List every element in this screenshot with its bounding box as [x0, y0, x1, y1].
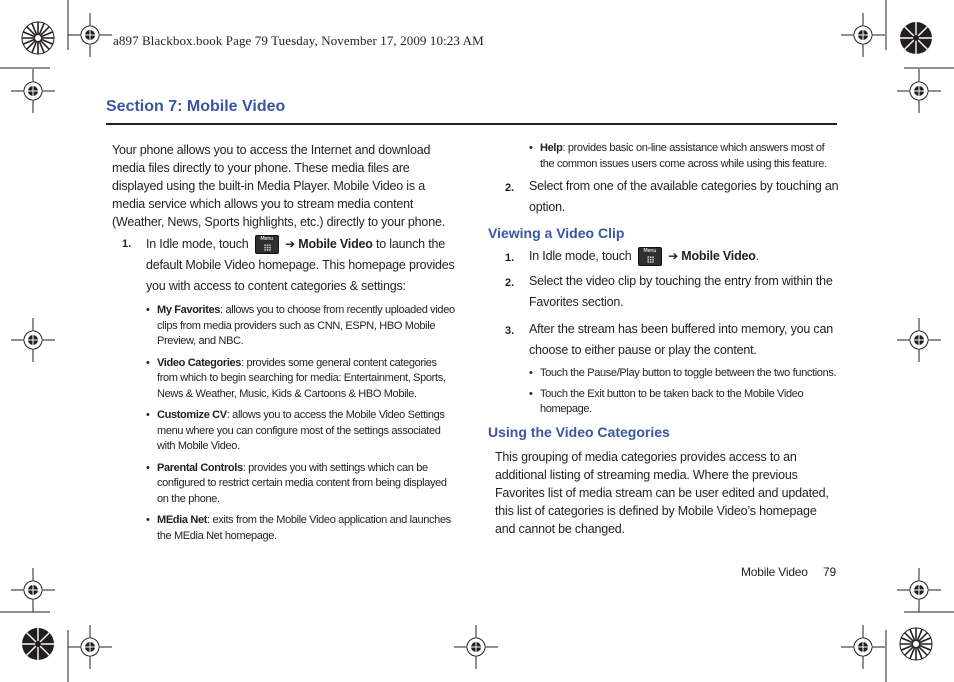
title-rule	[106, 123, 837, 125]
step-text: In Idle mode, touch	[146, 237, 249, 251]
step-text: you with access to content categories & settings:	[146, 279, 406, 293]
list-item: • Touch the Exit button to be taken back to the Mobile Video homepage.	[529, 387, 804, 415]
section-title: Section 7: Mobile Video	[106, 98, 286, 115]
view-step-3: 3. After the stream has been buffered into memory, you can choose to either pause or play the content.	[505, 322, 833, 357]
step-1	[112, 234, 457, 297]
page-number: 79	[823, 565, 836, 579]
step-text: default Mobile Video homepage. This homepage provides	[146, 258, 455, 272]
list-item: • Help: provides basic on-line assistance which answers most of the common issues users come across while using this feature.	[529, 142, 827, 170]
list-item: • Customize CV: allows you to access the Mobile Video Settings menu where you can configure most of the settings associated with Mobile Video.	[146, 409, 445, 452]
view-step-2: 2. Select the video clip by touching the entry from within the Favorites section.	[505, 274, 833, 309]
mobile-video-label: Mobile Video	[298, 237, 373, 251]
left-bullet-list	[146, 303, 456, 544]
menu-key-icon: Menu	[638, 247, 662, 266]
menu-key-icon: Menu	[255, 235, 279, 254]
viewing-subtitle: Viewing a Video Clip	[488, 225, 625, 241]
list-item: • Video Categories: provides some general content categories from which to begin searching for media: Entertainment, Sports, News & Weather, Music, Kids & Cartoons & HBO Mobile.	[146, 356, 446, 400]
list-item: • My Favorites: allows you to choose from recently uploaded video clips from media providers such as CNN, ESPN, HBO Mobile Preview, and NBC.	[146, 304, 455, 347]
help-bullet	[529, 141, 837, 172]
step-number: 1.	[122, 238, 132, 250]
step-2-categories: 2. Select from one of the available categories by touching an option.	[505, 179, 839, 214]
list-item: • Touch the Pause/Play button to toggle between the two functions.	[529, 367, 837, 379]
page-header: a897 Blackbox.book Page 79 Tuesday, November 17, 2009 10:23 AM	[113, 33, 484, 48]
list-item: • MEdia Net: exits from the Mobile Video application and launches the MEdia Net homepage.	[146, 514, 451, 542]
footer-section-label: Mobile Video	[741, 565, 808, 579]
categories-paragraph: This grouping of media categories provides access to an additional listing of streaming media. Where the previous Favorites list of media stream can be user edited and updated, this list of categories is defined by Mobile Video’s homepage and cannot be changed.	[495, 450, 829, 536]
view-step-1: 1. In Idle mode, touch Menu ➔ Mobile Video.	[505, 248, 759, 264]
view-bullet-list	[529, 366, 837, 418]
categories-subtitle: Using the Video Categories	[488, 424, 670, 440]
step-text: to launch the	[375, 237, 445, 251]
intro-paragraph: Your phone allows you to access the Internet and download media files directly to your phone. These media files are displayed using the built-in Media Player. Mobile Video is a media service which allows you to stream media content (Weather, News, Sports highlights, etc.) directly to your phone.	[112, 143, 445, 229]
list-item: • Parental Controls: provides you with settings which can be configured to restrict certain media content from being displayed on the phone.	[146, 461, 447, 505]
arrow-icon: ➔	[285, 237, 295, 251]
arrow-icon: ➔	[668, 249, 678, 263]
